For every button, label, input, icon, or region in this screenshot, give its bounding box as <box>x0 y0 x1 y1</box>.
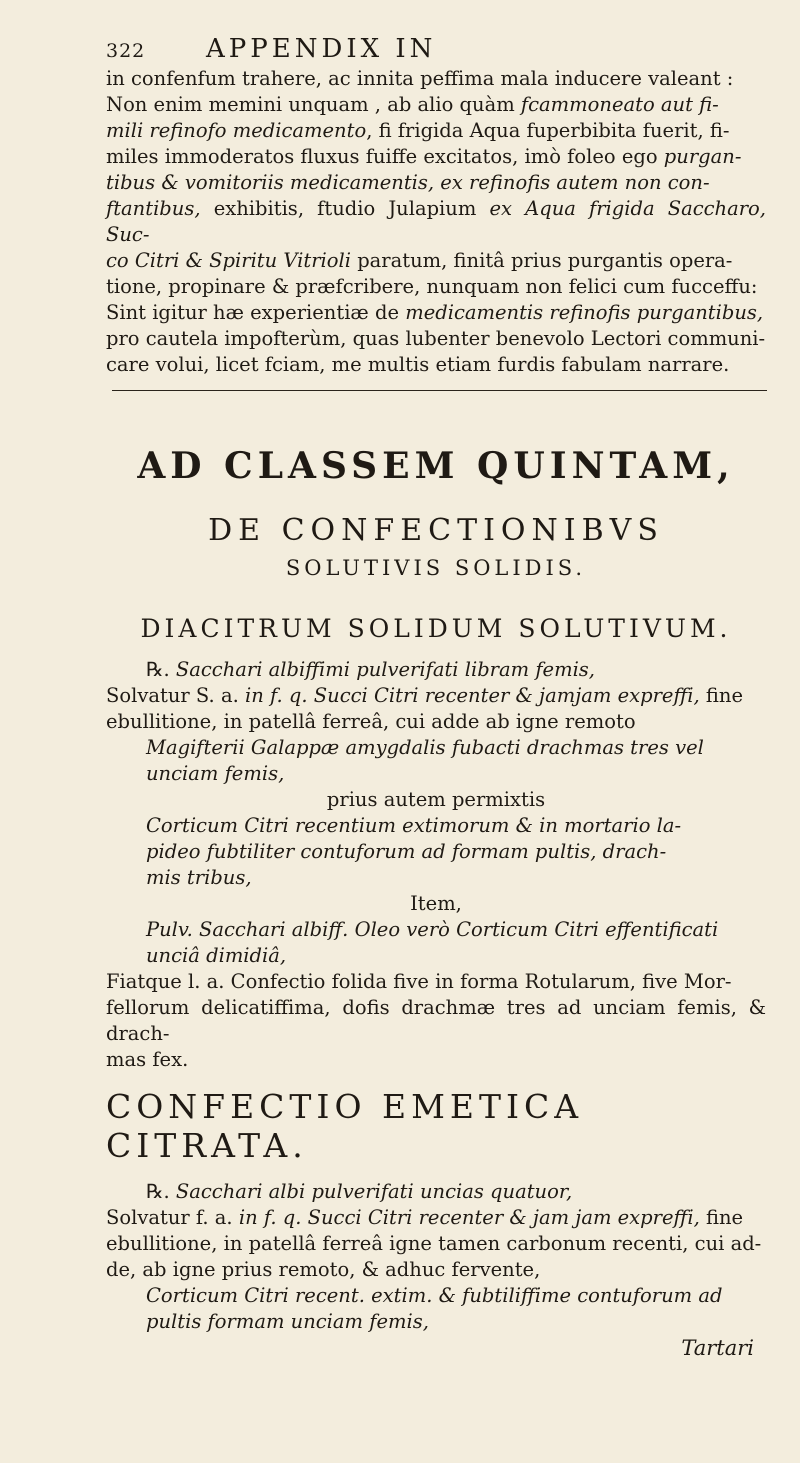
text-line: pultis formam unciam femis, <box>146 1310 429 1333</box>
recipe-1-body <box>106 657 766 1073</box>
text-line: fellorum delicatiffima, dofis drachmæ tres ad unciam femis, & drach- <box>106 996 766 1045</box>
text-line: Corticum Citri recentium extimorum & in mortario la- <box>146 814 682 837</box>
text-line: Solvatur f. a. in f. q. Succi Citri recenter & jam jam expreffi, fine <box>106 1206 744 1229</box>
text-line: ftantibus, exhibitis, ftudio Julapium ex Aqua frigida Saccharo, Suc- <box>106 197 766 246</box>
text-line: tione, propinare & præfcribere, nunquam non felici cum fucceffu: <box>106 275 758 298</box>
section-divider <box>112 390 767 391</box>
recipe-2-body <box>106 1179 766 1361</box>
section-subtitle: DE CONFECTIONIBVS <box>208 513 664 548</box>
text-line: ebullitione, in patellâ ferreâ igne tamen carbonum recenti, cui ad- <box>106 1232 762 1255</box>
recipe-2-title: CONFECTIO EMETICA CITRATA. <box>106 1087 584 1165</box>
text-line: Magifterii Galappæ amygdalis fubacti drachmas tres vel <box>146 736 704 759</box>
text-line: tibus & vomitoriis medicamentis, ex refinofis autem non con- <box>106 171 710 194</box>
section-subtitle-2: SOLUTIVIS SOLIDIS. <box>285 556 587 580</box>
page-header <box>106 34 766 66</box>
text-line: in confenfum trahere, ac innita peffima mala inducere valeant : <box>106 67 734 90</box>
text-line: mas fex. <box>106 1048 189 1071</box>
section-title: AD CLASSEM QUINTAM, <box>137 445 735 487</box>
text-line: Sint igitur hæ experientiæ de medicamentis refinofis purgantibus, <box>106 301 764 324</box>
text-line: Solvatur S. a. in f. q. Succi Citri recenter & jamjam expreffi, fine <box>106 684 744 707</box>
text-line: prius autem permixtis <box>326 788 546 811</box>
running-title: APPENDIX IN <box>206 34 437 64</box>
text-line: unciam femis, <box>146 762 285 785</box>
intro-paragraph <box>106 66 766 378</box>
rx-line: ℞. Sacchari albiffimi pulverifati libram femis, <box>146 658 596 681</box>
text-line: ebullitione, in patellâ ferreâ, cui adde ab igne remoto <box>106 710 636 733</box>
text-line: mis tribus, <box>146 866 252 889</box>
page-number: 322 <box>106 40 146 62</box>
text-line: miles immoderatos fluxus fuiffe excitatos, imò foleo ego purgan- <box>106 145 742 168</box>
text-line: Non enim memini unquam , ab alio quàm fcammoneato aut fi- <box>106 93 719 116</box>
text-line: Corticum Citri recent. extim. & fubtiliffime contuforum ad <box>146 1284 723 1307</box>
catchword: Tartari <box>681 1336 754 1360</box>
text-line: pideo fubtiliter contuforum ad formam pultis, drach- <box>146 840 667 863</box>
text-line: care volui, licet fciam, me multis etiam furdis fabulam narrare. <box>106 353 730 376</box>
rx-line: ℞. Sacchari albi pulverifati uncias quatuor, <box>146 1180 573 1203</box>
text-line: Pulv. Sacchari albiff. Oleo verò Corticum Citri effentificati <box>146 918 719 941</box>
rx-symbol: ℞. <box>146 1180 170 1203</box>
rx-symbol: ℞. <box>146 658 170 681</box>
text-line: Item, <box>410 892 462 915</box>
text-line: mili refinofo medicamento, fi frigida Aqua fuperbibita fuerit, fi- <box>106 119 730 142</box>
text-line: unciâ dimidiâ, <box>146 944 287 967</box>
text-line: Fiatque l. a. Confectio folida five in forma Rotularum, five Mor- <box>106 970 732 993</box>
text-line: co Citri & Spiritu Vitrioli paratum, finitâ prius purgantis opera- <box>106 249 733 272</box>
recipe-title: DIACITRUM SOLIDUM SOLUTIVUM. <box>140 614 732 643</box>
text-line: pro cautela impofterùm, quas lubenter benevolo Lectori communi- <box>106 327 766 350</box>
text-line: de, ab igne prius remoto, & adhuc fervente, <box>106 1258 541 1281</box>
